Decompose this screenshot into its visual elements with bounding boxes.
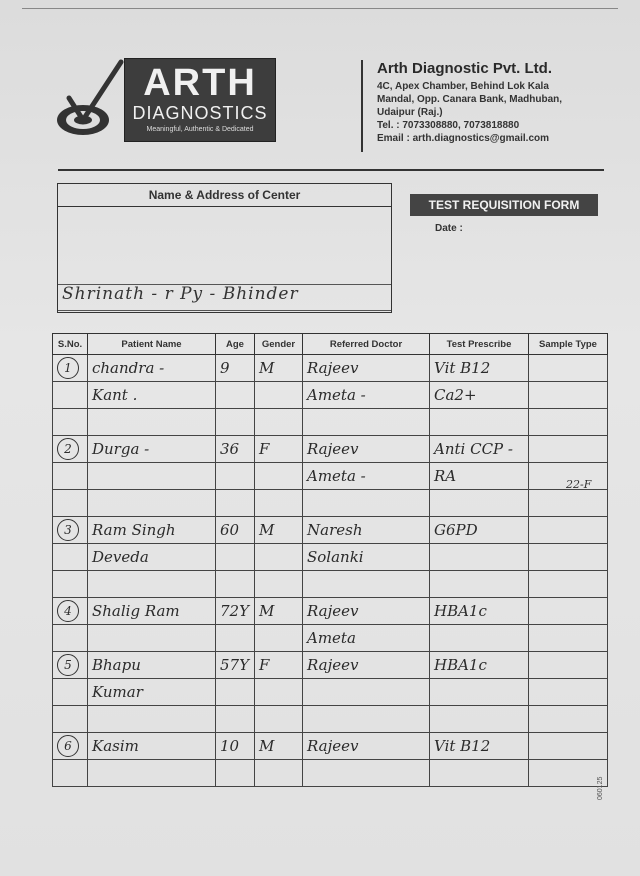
cell-test-prescribe xyxy=(430,625,529,652)
cell-sno xyxy=(53,679,88,706)
cell-sno xyxy=(53,733,88,760)
center-heading: Name & Address of Center xyxy=(58,184,391,207)
cell-patient-name xyxy=(88,490,216,517)
cell-test-prescribe: HBA1c xyxy=(430,652,529,679)
cell-gender xyxy=(255,490,303,517)
table-row xyxy=(53,463,608,490)
serial-number-circle: 1 xyxy=(57,357,79,379)
col-sample-type: Sample Type xyxy=(529,334,608,355)
patient-table xyxy=(52,333,608,787)
cell-gender: M xyxy=(255,517,303,544)
cell-sample-type xyxy=(529,706,608,733)
cell-gender xyxy=(255,760,303,787)
table-row xyxy=(53,544,608,571)
table-row xyxy=(53,571,608,598)
table-row xyxy=(53,517,608,544)
cell-sample-type xyxy=(529,409,608,436)
cell-patient-name xyxy=(88,409,216,436)
cell-sno xyxy=(53,409,88,436)
cell-age: 10 xyxy=(216,733,255,760)
col-sno: S.No. xyxy=(53,334,88,355)
table-row xyxy=(53,760,608,787)
cell-gender xyxy=(255,544,303,571)
cell-age xyxy=(216,760,255,787)
brand-logo xyxy=(124,58,276,142)
cell-patient-name xyxy=(88,571,216,598)
cell-age xyxy=(216,382,255,409)
cell-gender xyxy=(255,571,303,598)
cell-sno xyxy=(53,598,88,625)
cell-test-prescribe: Vit B12 xyxy=(430,733,529,760)
cell-test-prescribe xyxy=(430,490,529,517)
cell-sample-type xyxy=(529,652,608,679)
cell-age xyxy=(216,544,255,571)
cell-age: 72Y xyxy=(216,598,255,625)
table-header-row xyxy=(53,334,608,355)
cell-sno xyxy=(53,625,88,652)
cell-sno xyxy=(53,382,88,409)
cell-gender xyxy=(255,382,303,409)
table-row xyxy=(53,409,608,436)
cell-gender: M xyxy=(255,733,303,760)
cell-test-prescribe xyxy=(430,409,529,436)
cell-patient-name xyxy=(88,706,216,733)
cell-patient-name: Kasim xyxy=(88,733,216,760)
cell-sno xyxy=(53,544,88,571)
cell-referred-doctor xyxy=(303,409,430,436)
cell-age xyxy=(216,625,255,652)
cell-patient-name xyxy=(88,625,216,652)
cell-referred-doctor: Solanki xyxy=(303,544,430,571)
table-row xyxy=(53,355,608,382)
cell-age: 9 xyxy=(216,355,255,382)
col-gender: Gender xyxy=(255,334,303,355)
cell-sample-type xyxy=(529,355,608,382)
cell-patient-name xyxy=(88,463,216,490)
cell-sample-type xyxy=(529,436,608,463)
table-row xyxy=(53,625,608,652)
cell-gender: F xyxy=(255,436,303,463)
cell-sample-type xyxy=(529,679,608,706)
top-border-line xyxy=(22,8,618,9)
cell-patient-name: Shalig Ram xyxy=(88,598,216,625)
cell-sample-type xyxy=(529,490,608,517)
margin-note: 22-F xyxy=(566,478,592,491)
cell-referred-doctor: Ameta - xyxy=(303,382,430,409)
checkmark-target-icon xyxy=(55,58,125,143)
cell-gender: F xyxy=(255,652,303,679)
cell-sno xyxy=(53,706,88,733)
cell-age: 57Y xyxy=(216,652,255,679)
cell-test-prescribe xyxy=(430,679,529,706)
cell-gender xyxy=(255,706,303,733)
company-phone: Tel. : 7073308880, 7073818880 xyxy=(377,120,520,131)
col-referred-doctor: Referred Doctor xyxy=(303,334,430,355)
cell-referred-doctor xyxy=(303,490,430,517)
logo-brand-text: ARTH xyxy=(143,62,257,104)
cell-referred-doctor xyxy=(303,706,430,733)
cell-sample-type xyxy=(529,382,608,409)
cell-referred-doctor: Rajeev xyxy=(303,355,430,382)
address-line-2: Mandal, Opp. Canara Bank, Madhuban, xyxy=(377,94,563,105)
cell-gender xyxy=(255,625,303,652)
logo-sub-text: DIAGNOSTICS xyxy=(132,103,268,123)
cell-test-prescribe xyxy=(430,706,529,733)
table-row xyxy=(53,706,608,733)
cell-referred-doctor xyxy=(303,571,430,598)
col-age: Age xyxy=(216,334,255,355)
cell-gender xyxy=(255,463,303,490)
address-line-1: 4C, Apex Chamber, Behind Lok Kala xyxy=(377,81,549,92)
cell-gender: M xyxy=(255,355,303,382)
serial-number-circle: 6 xyxy=(57,735,79,757)
cell-gender: M xyxy=(255,598,303,625)
cell-referred-doctor: Ameta xyxy=(303,625,430,652)
cell-test-prescribe xyxy=(430,760,529,787)
cell-test-prescribe xyxy=(430,544,529,571)
cell-sample-type xyxy=(529,544,608,571)
cell-patient-name: Bhapu xyxy=(88,652,216,679)
cell-referred-doctor: Naresh xyxy=(303,517,430,544)
table-row xyxy=(53,382,608,409)
cell-test-prescribe: RA xyxy=(430,463,529,490)
cell-test-prescribe: HBA1c xyxy=(430,598,529,625)
cell-referred-doctor xyxy=(303,760,430,787)
table-row xyxy=(53,679,608,706)
serial-number-circle: 4 xyxy=(57,600,79,622)
center-address-box xyxy=(57,183,392,313)
table-row xyxy=(53,490,608,517)
company-info xyxy=(377,62,617,145)
cell-age: 36 xyxy=(216,436,255,463)
cell-age xyxy=(216,490,255,517)
serial-number-circle: 5 xyxy=(57,654,79,676)
table-row xyxy=(53,733,608,760)
cell-test-prescribe xyxy=(430,571,529,598)
header-divider xyxy=(361,60,363,152)
cell-test-prescribe: G6PD xyxy=(430,517,529,544)
cell-test-prescribe: Anti CCP - xyxy=(430,436,529,463)
cell-sno xyxy=(53,490,88,517)
cell-age: 60 xyxy=(216,517,255,544)
logo-tagline: Meaningful, Authentic & Dedicated xyxy=(146,126,254,133)
cell-sample-type xyxy=(529,571,608,598)
cell-test-prescribe: Vit B12 xyxy=(430,355,529,382)
cell-sample-type xyxy=(529,760,608,787)
side-code: 060125 xyxy=(597,776,604,800)
cell-sample-type xyxy=(529,733,608,760)
cell-sno xyxy=(53,463,88,490)
col-patient-name: Patient Name xyxy=(88,334,216,355)
cell-sno xyxy=(53,571,88,598)
address-line-3: Udaipur (Raj.) xyxy=(377,107,443,118)
cell-referred-doctor: Rajeev xyxy=(303,598,430,625)
company-name: Arth Diagnostic Pvt. Ltd. xyxy=(377,60,553,77)
cell-patient-name: Kant . xyxy=(88,382,216,409)
company-email: Email : arth.diagnostics@gmail.com xyxy=(377,133,550,144)
cell-gender xyxy=(255,409,303,436)
cell-age xyxy=(216,679,255,706)
col-test-prescribe: Test Prescribe xyxy=(430,334,529,355)
center-handwritten-name: Shrinath - r Py - Bhinder xyxy=(62,284,299,304)
serial-number-circle: 2 xyxy=(57,438,79,460)
cell-referred-doctor: Rajeev xyxy=(303,436,430,463)
table-row xyxy=(53,598,608,625)
cell-gender xyxy=(255,679,303,706)
cell-sample-type xyxy=(529,517,608,544)
cell-sample-type xyxy=(529,625,608,652)
header-rule xyxy=(58,169,604,171)
center-line xyxy=(58,310,391,311)
cell-patient-name: chandra - xyxy=(88,355,216,382)
cell-age xyxy=(216,463,255,490)
cell-patient-name xyxy=(88,760,216,787)
cell-referred-doctor: Ameta - xyxy=(303,463,430,490)
cell-age xyxy=(216,409,255,436)
cell-patient-name: Deveda xyxy=(88,544,216,571)
cell-sno xyxy=(53,436,88,463)
form-title: TEST REQUISITION FORM xyxy=(410,194,598,216)
cell-sample-type xyxy=(529,598,608,625)
table-row xyxy=(53,652,608,679)
cell-patient-name: Kumar xyxy=(88,679,216,706)
table-row xyxy=(53,436,608,463)
cell-referred-doctor: Rajeev xyxy=(303,733,430,760)
cell-sno xyxy=(53,355,88,382)
cell-sno xyxy=(53,652,88,679)
cell-patient-name: Durga - xyxy=(88,436,216,463)
cell-age xyxy=(216,706,255,733)
date-label: Date : xyxy=(435,223,463,234)
cell-sno xyxy=(53,517,88,544)
cell-test-prescribe: Ca2+ xyxy=(430,382,529,409)
cell-sno xyxy=(53,760,88,787)
cell-patient-name: Ram Singh xyxy=(88,517,216,544)
serial-number-circle: 3 xyxy=(57,519,79,541)
cell-referred-doctor xyxy=(303,679,430,706)
cell-age xyxy=(216,571,255,598)
cell-referred-doctor: Rajeev xyxy=(303,652,430,679)
